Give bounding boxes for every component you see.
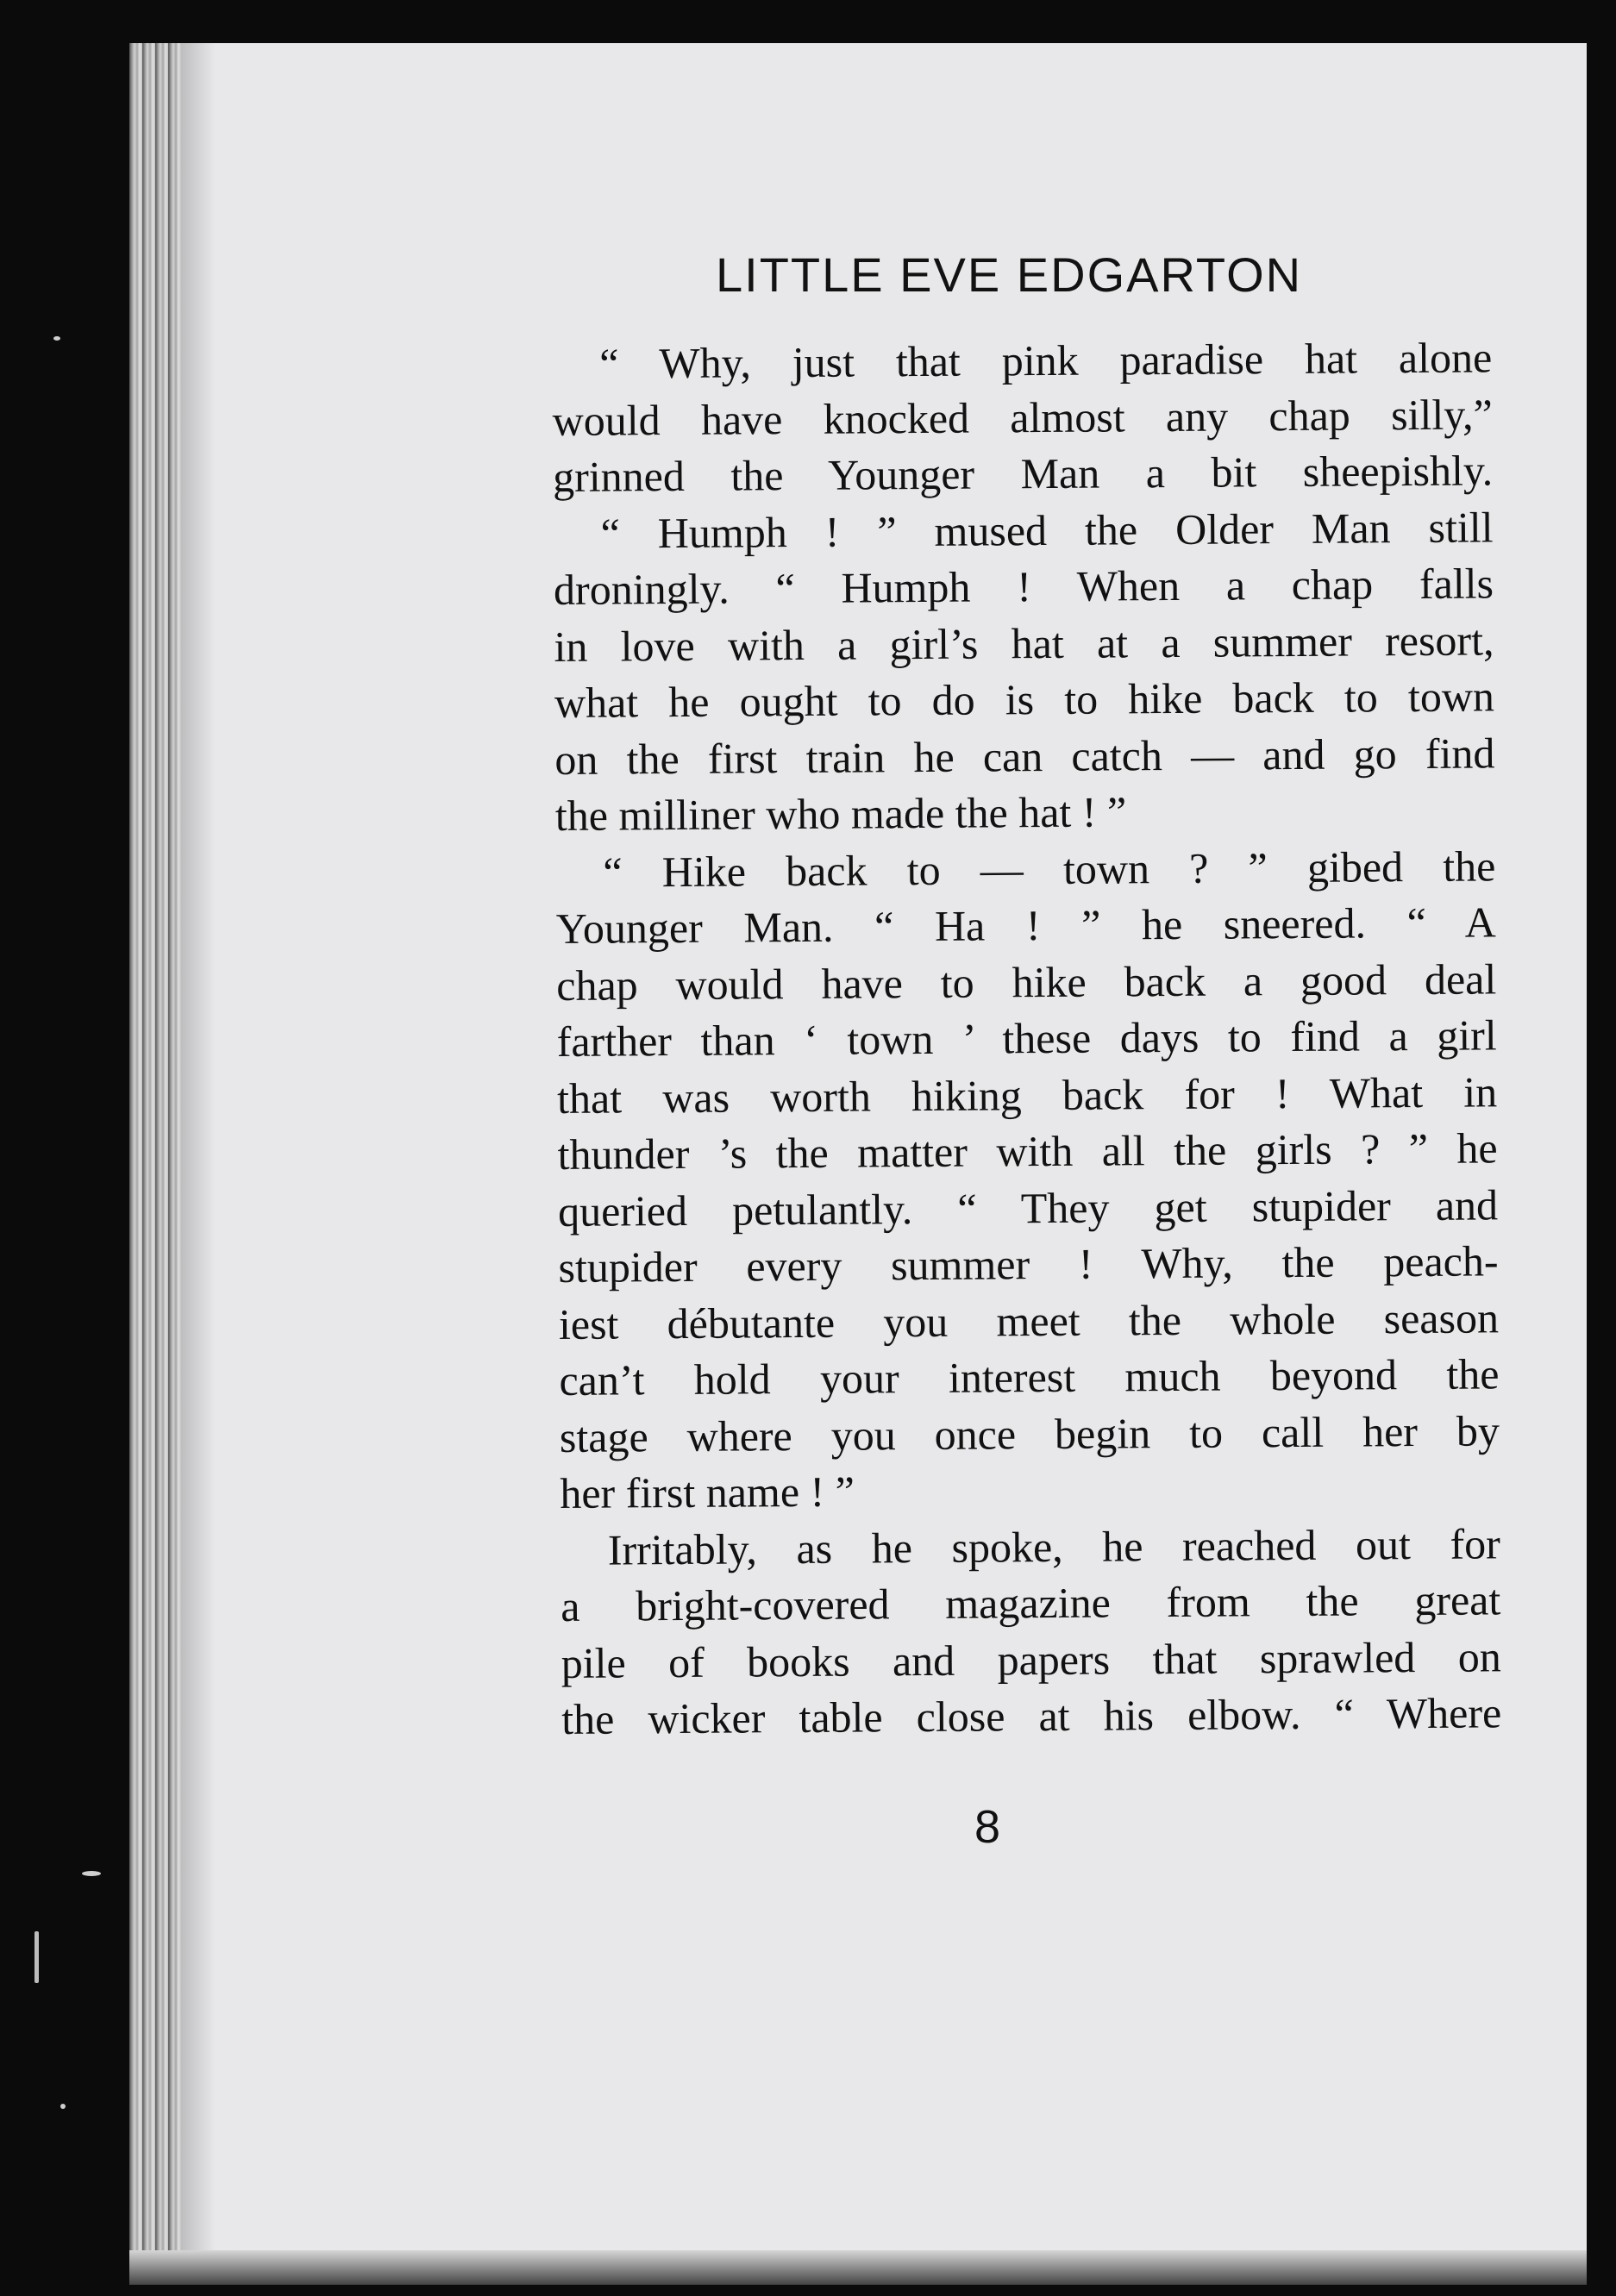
text-line: queried petulantly. “ They get stupider and — [557, 1179, 1499, 1236]
text-line: what he ought to do is to hike back to town — [554, 672, 1495, 727]
dust-speck — [53, 336, 60, 341]
text-line: grinned the Younger Man a bit sheepishly. — [552, 446, 1494, 501]
text-line: “ Why, just that pink paradise hat alone — [599, 333, 1493, 388]
text-line: Younger Man. “ Ha ! ” he sneered. “ A — [555, 898, 1496, 953]
page-gutter — [129, 43, 181, 2285]
page-bottom-edge — [129, 2250, 1587, 2285]
body-text — [552, 329, 1501, 1748]
text-line: iest débutante you meet the whole season — [558, 1292, 1500, 1348]
dust-speck — [34, 1931, 39, 1983]
text-line: can’t hold your interest much beyond the — [559, 1349, 1500, 1405]
text-line: a bright-covered magazine from the great — [561, 1575, 1501, 1630]
text-line: pile of books and papers that sprawled on — [561, 1631, 1501, 1687]
text-line: “ Hike back to — town ? ” gibed the — [603, 841, 1496, 897]
dust-speck — [82, 1871, 101, 1876]
running-head: LITTLE EVE EDGARTON — [716, 247, 1303, 302]
text-line: the wicker table close at his elbow. “ Where — [561, 1688, 1502, 1743]
text-line: chap would have to hike back a good deal — [556, 954, 1497, 1010]
text-line: the milliner who made the hat ! ” — [554, 787, 1127, 840]
text-line: in love with a girl’s hat at a summer resort, — [554, 615, 1494, 671]
text-line: stage where you once begin to call her by — [559, 1405, 1500, 1461]
text-line: would have knocked almost any chap silly,” — [552, 389, 1493, 445]
gutter-shadow — [181, 43, 216, 2285]
page-number: 8 — [974, 1801, 1001, 1853]
dust-speck — [60, 2104, 66, 2109]
text-line: stupider every summer ! Why, the peach- — [558, 1236, 1499, 1292]
text-line: thunder ’s the matter with all the girls ? ” he — [557, 1123, 1498, 1179]
text-line: droningly. “ Humph ! When a chap falls — [553, 559, 1494, 614]
text-line: “ Humph ! ” mused the Older Man still — [600, 502, 1494, 558]
text-line: that was worth hiking back for ! What in — [556, 1067, 1498, 1123]
text-line: on the first train he can catch — and go find — [554, 728, 1495, 784]
text-line: Irritably, as he spoke, he reached out for — [607, 1518, 1500, 1574]
text-line: farther than ‘ town ’ these days to find a girl — [556, 1010, 1497, 1066]
text-line: her first name ! ” — [560, 1467, 855, 1517]
